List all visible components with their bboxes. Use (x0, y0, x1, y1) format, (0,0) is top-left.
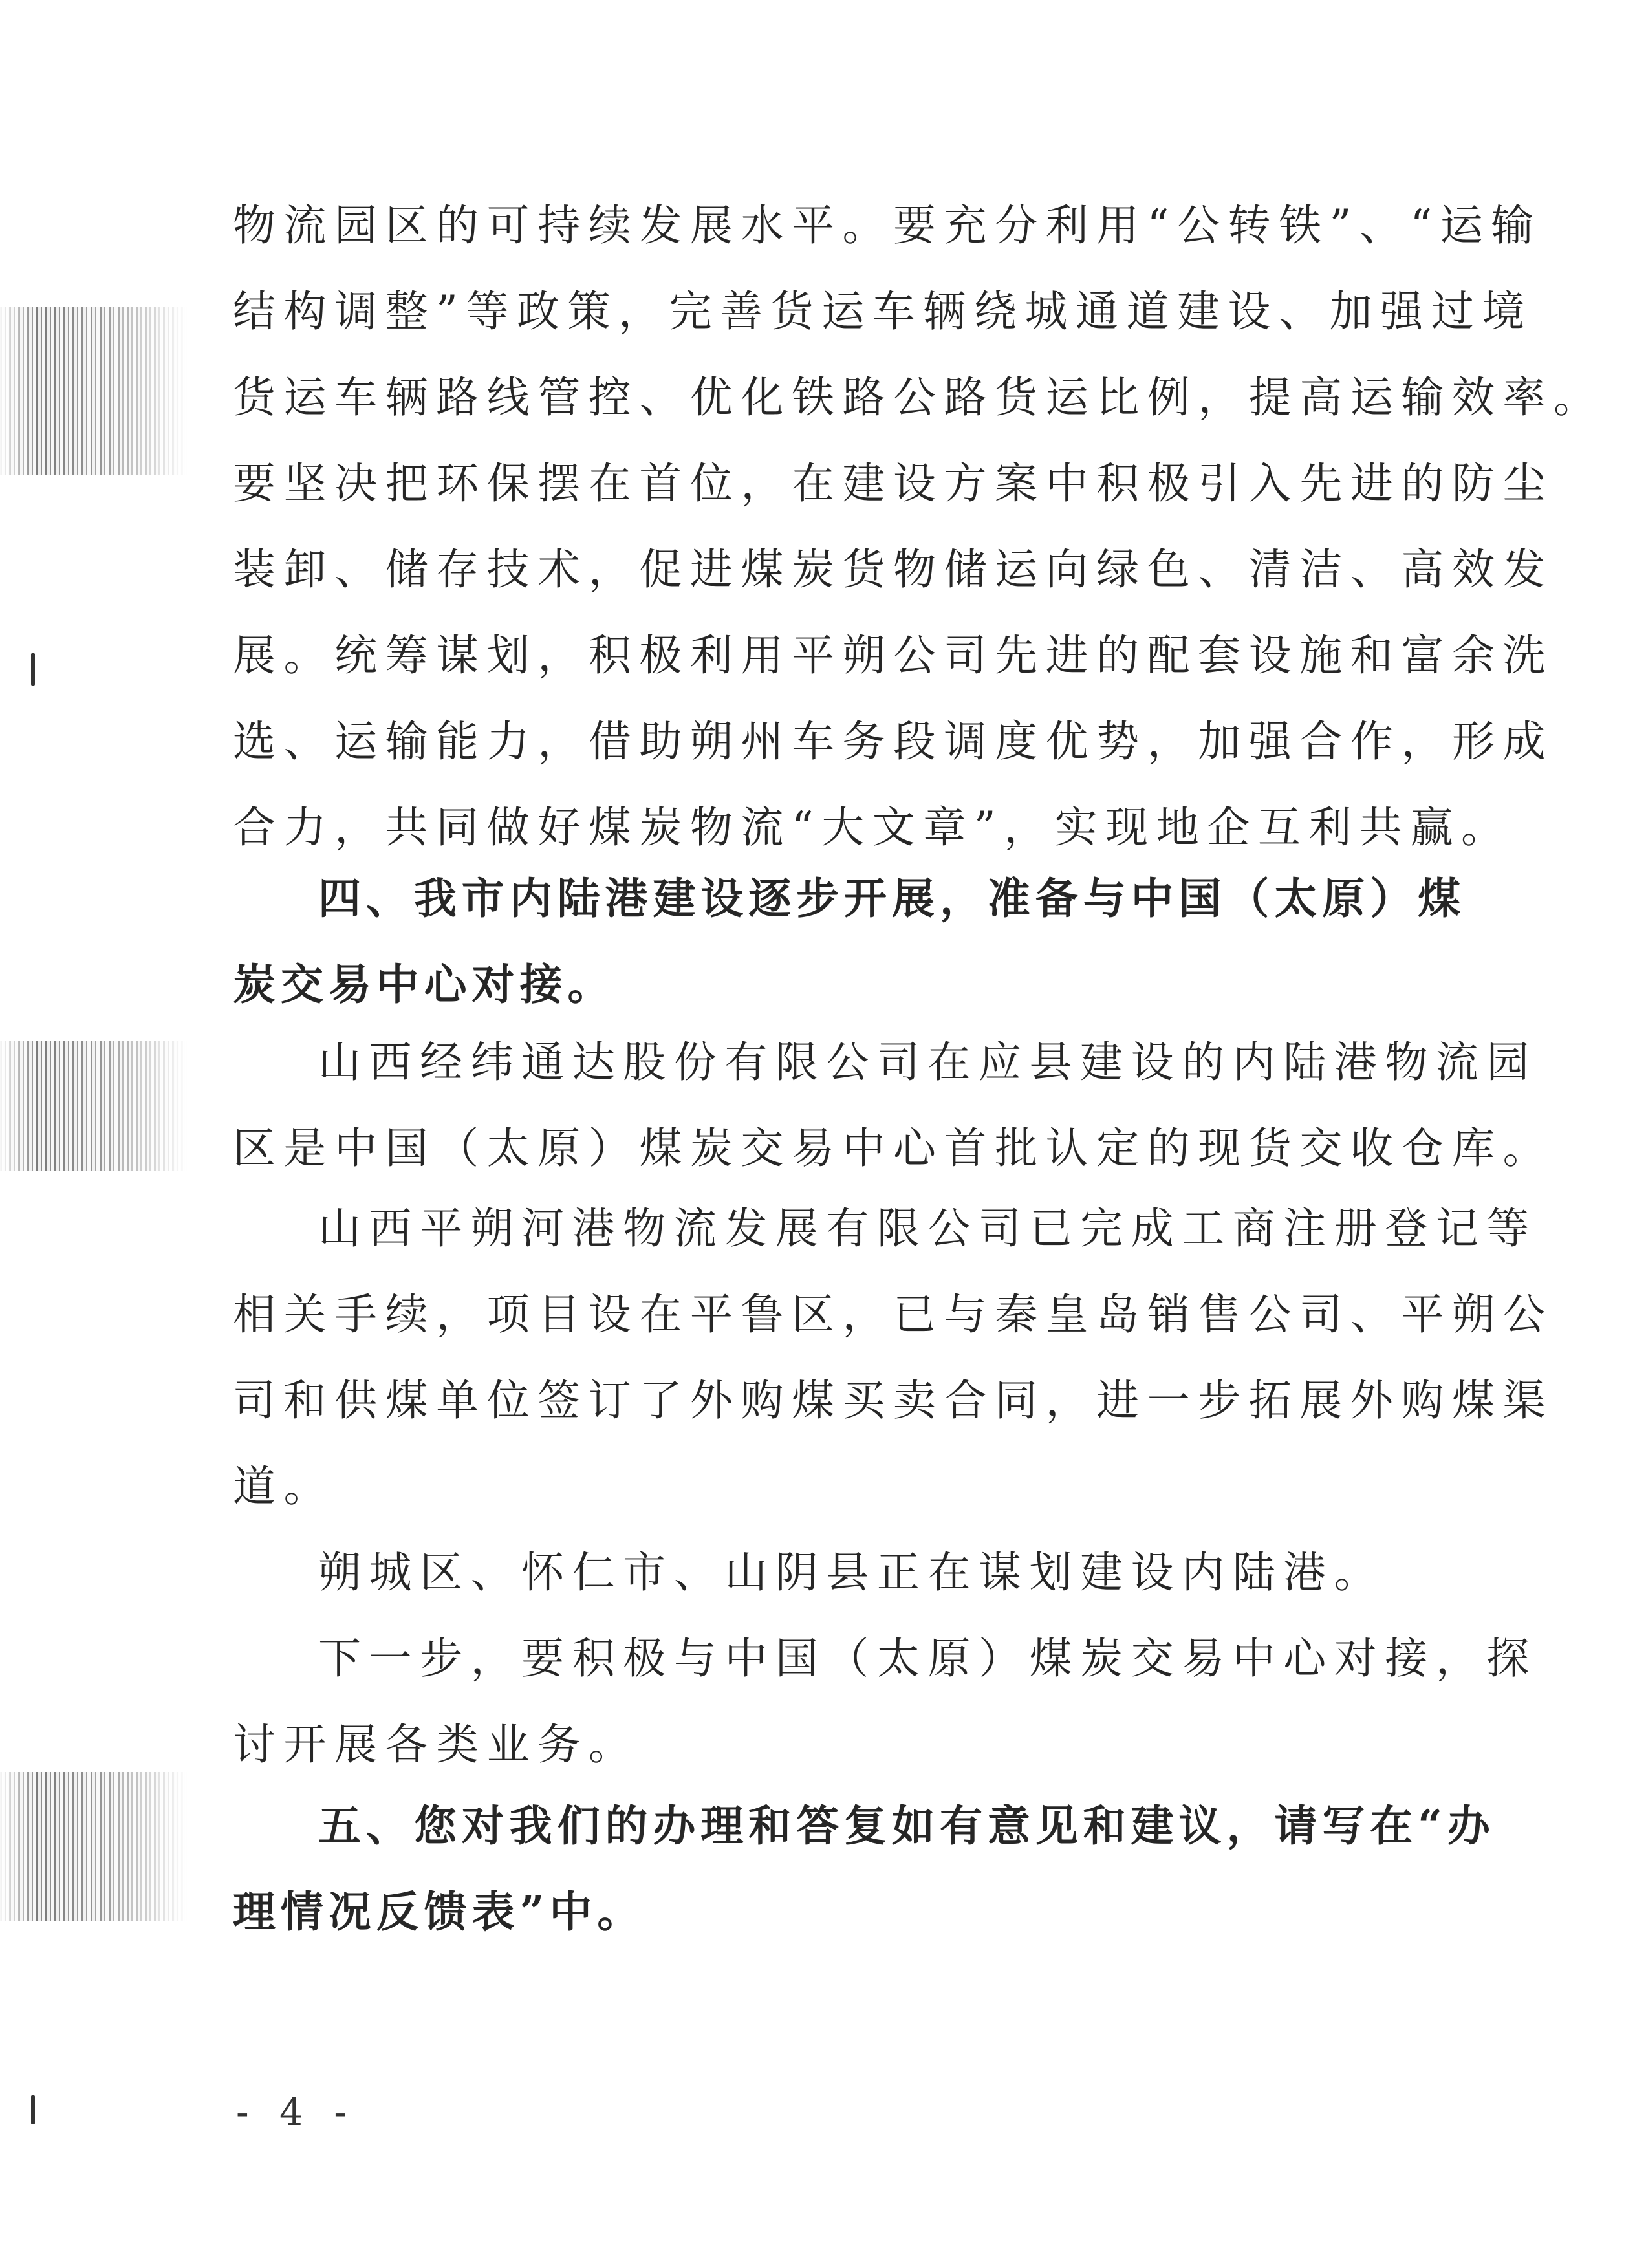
scan-artifact-strip (0, 1041, 188, 1171)
page-number: - 4 - (236, 2090, 356, 2134)
paragraph (233, 182, 1605, 870)
paragraph (233, 1019, 1554, 1191)
paragraph (233, 1615, 1537, 1787)
text-line: 货运车辆路线管控、优化铁路公路货运比例，提高运输效率。 (233, 373, 1605, 422)
text-line: 山西平朔河港物流发展有限公司已完成工商注册登记等 (318, 1204, 1537, 1253)
heading-line: 五、您对我们的办理和答复如有意见和建议，请写在“办 (318, 1800, 1495, 1851)
heading-line: 四、我市内陆港建设逐步开展，准备与中国（太原）煤 (318, 873, 1466, 923)
text-line: 展。统筹谋划，积极利用平朔公司先进的配套设施和富余洗 (233, 631, 1554, 680)
text-line: 物流园区的可持续发展水平。要充分利用“公转铁”、“运输 (233, 200, 1542, 250)
heading-line: 炭交易中心对接。 (233, 959, 616, 1010)
heading-line: 理情况反馈表”中。 (233, 1886, 645, 1937)
text-line: 合力，共同做好煤炭物流“大文章”，实现地企互利共赢。 (233, 803, 1512, 852)
paragraph (233, 1185, 1554, 1529)
scan-artifact-strip (0, 307, 188, 475)
text-line: 下一步，要积极与中国（太原）煤炭交易中心对接，探 (318, 1634, 1537, 1683)
text-line: 装卸、储存技术，促进煤炭货物储运向绿色、清洁、高效发 (233, 545, 1554, 594)
scan-mark (31, 653, 35, 686)
text-line: 朔城区、怀仁市、山阴县正在谋划建设内陆港。 (318, 1548, 1385, 1597)
scan-mark (31, 2095, 35, 2124)
text-line: 讨开展各类业务。 (233, 1720, 640, 1769)
text-line: 区是中国（太原）煤炭交易中心首批认定的现货交收仓库。 (233, 1123, 1554, 1173)
text-line: 选、运输能力，借助朔州车务段调度优势，加强合作，形成 (233, 717, 1554, 766)
text-line: 山西经纬通达股份有限公司在应县建设的内陆港物流园 (318, 1037, 1537, 1087)
text-line: 司和供煤单位签订了外购煤买卖合同，进一步拓展外购煤渠 (233, 1376, 1554, 1425)
section-heading (233, 1783, 1495, 1955)
paragraph (233, 1529, 1385, 1615)
section-heading (233, 856, 1466, 1028)
text-line: 要坚决把环保摆在首位，在建设方案中积极引入先进的防尘 (233, 459, 1554, 508)
text-line: 道。 (233, 1462, 335, 1511)
text-line: 结构调整”等政策，完善货运车辆绕城通道建设、加强过境 (233, 286, 1533, 336)
text-line: 相关手续，项目设在平鲁区，已与秦皇岛销售公司、平朔公 (233, 1290, 1554, 1339)
scan-artifact-strip (0, 1772, 188, 1921)
